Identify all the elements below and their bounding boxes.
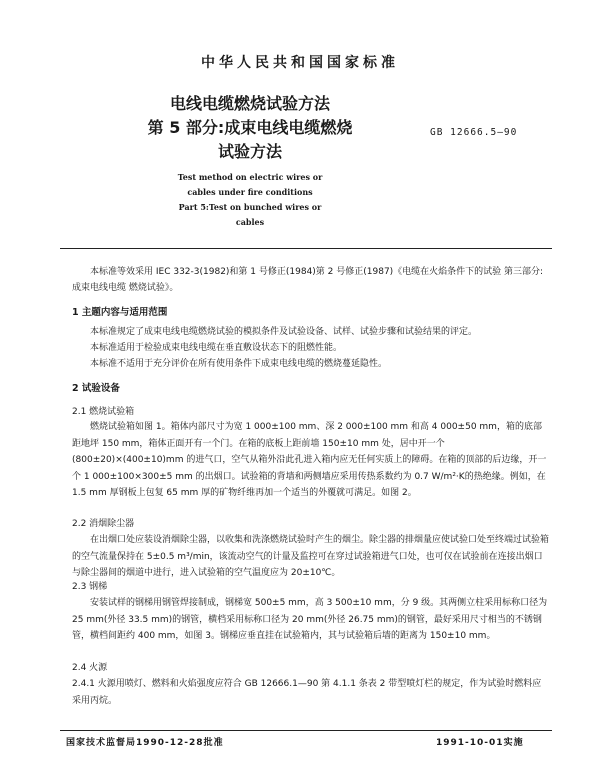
title-line-2: 第 5 部分:成束电线电缆燃烧 <box>147 118 353 137</box>
section-2-1-title: 2.1 燃烧试验箱 <box>72 407 135 417</box>
section-1-heading: 1 主题内容与适用范围 <box>72 307 168 318</box>
english-title-line-4: cables <box>235 217 265 227</box>
section-1-paragraph-2: 本标准适用于检验成束电线电缆在垂直敷设状态下的阻燃性能。 <box>90 343 343 353</box>
section-2-4-1-body: 2.4.1 火源用喷灯、燃料和火焰强度应符合 GB 12666.1—90 第 4.1.1 条表 2 带型喷灯栏的规定，作为试验时燃料应采用丙烷。 <box>72 679 542 706</box>
english-title-line-2: cables under fire conditions <box>187 187 313 197</box>
section-2-4-title: 2.4 火源 <box>72 663 108 673</box>
english-title-line-1: Test method on electric wires or <box>177 172 323 182</box>
footer-rule <box>60 730 552 731</box>
section-1-paragraph-1: 本标准规定了成束电线电缆燃烧试验的模拟条件及试验设备、试样、试验步骤和试验结果的评定。 <box>90 327 478 337</box>
section-2-2-body: 在出烟口处应装设消烟除尘器，以收集和洗涤燃烧试验时产生的烟尘。除尘器的排烟量应使试验口处至终端过试验箱的空气流量保持在 5±0.5 m³/min，该流动空气的计量及监控可在穿过试验箱进气口处，也可仅在试验前在连接出烟口与除尘器间的烟道中进行，进入试验箱的空气温度应为 20±10℃。 <box>72 535 550 578</box>
issue-date: 国家技术监督局1990-12-28批准 <box>66 738 224 748</box>
intro-paragraph: 本标准等效采用 IEC 332-3(1982)和第 1 号修正(1984)第 2 号修正(1987)《电缆在火焰条件下的试验 第三部分:成束电线电缆 燃烧试验》。 <box>72 267 544 293</box>
section-1-paragraph-3: 本标准不适用于充分评价在所有使用条件下成束电线电缆的燃烧蔓延隐性。 <box>90 359 388 369</box>
section-2-1-body: 燃烧试验箱如图 1。箱体内部尺寸为宽 1 000±100 mm、深 2 000±100 mm 和高 4 000±50 mm，箱的底部距地坪 150 mm，箱体正面开有一个门。在箱的底板上距前墙 150±10 mm 处，居中开一个(800±20)×(400±10)mm 的进气口，空气从箱外沿此孔进入箱内应无任何实质上的障碍。在箱的顶部的后边缘，开一个 1 000±100×300±5 mm 的出烟口。试验箱的背墙和两侧墙应采用传热系数约为 0.7 W/m²·K的热绝缘。例如，在 1.5 mm 厚钢板上包复 65 mm 厚的矿物纤维再加一个适当的外覆就可满足。如图 2。 <box>72 422 547 498</box>
standard-number: GB 12666.5—90 <box>430 127 518 138</box>
section-2-3-body: 安装试样的钢梯用钢管焊接制成，钢梯宽 500±5 mm，高 3 500±10 mm，分 9 级。其两侧立柱采用标称口径为 25 mm(外径 33.5 mm)的钢管，横档采用标称口径为 20 mm(外径 26.75 mm)的钢管，最好采用尺寸相当的不锈钢管，横档间距约 400 mm，如图 3。钢梯应垂直挂在试验箱内，其与试验箱后墙的距离为 150±10 mm。 <box>72 598 548 641</box>
header-rule <box>60 248 552 249</box>
english-title-line-3: Part 5:Test on bunched wires or <box>178 202 322 212</box>
title-line-1: 电线电缆燃烧试验方法 <box>169 94 330 113</box>
section-2-heading: 2 试验设备 <box>72 383 120 394</box>
section-2-3-title: 2.3 钢梯 <box>72 582 108 592</box>
national-standard-label: 中华人民共和国国家标准 <box>201 55 399 71</box>
section-2-2-title: 2.2 消烟除尘器 <box>72 519 135 529</box>
document-title <box>120 92 380 164</box>
title-line-3: 试验方法 <box>217 142 282 161</box>
english-title <box>140 170 360 230</box>
implementation-date: 1991-10-01实施 <box>436 738 524 748</box>
